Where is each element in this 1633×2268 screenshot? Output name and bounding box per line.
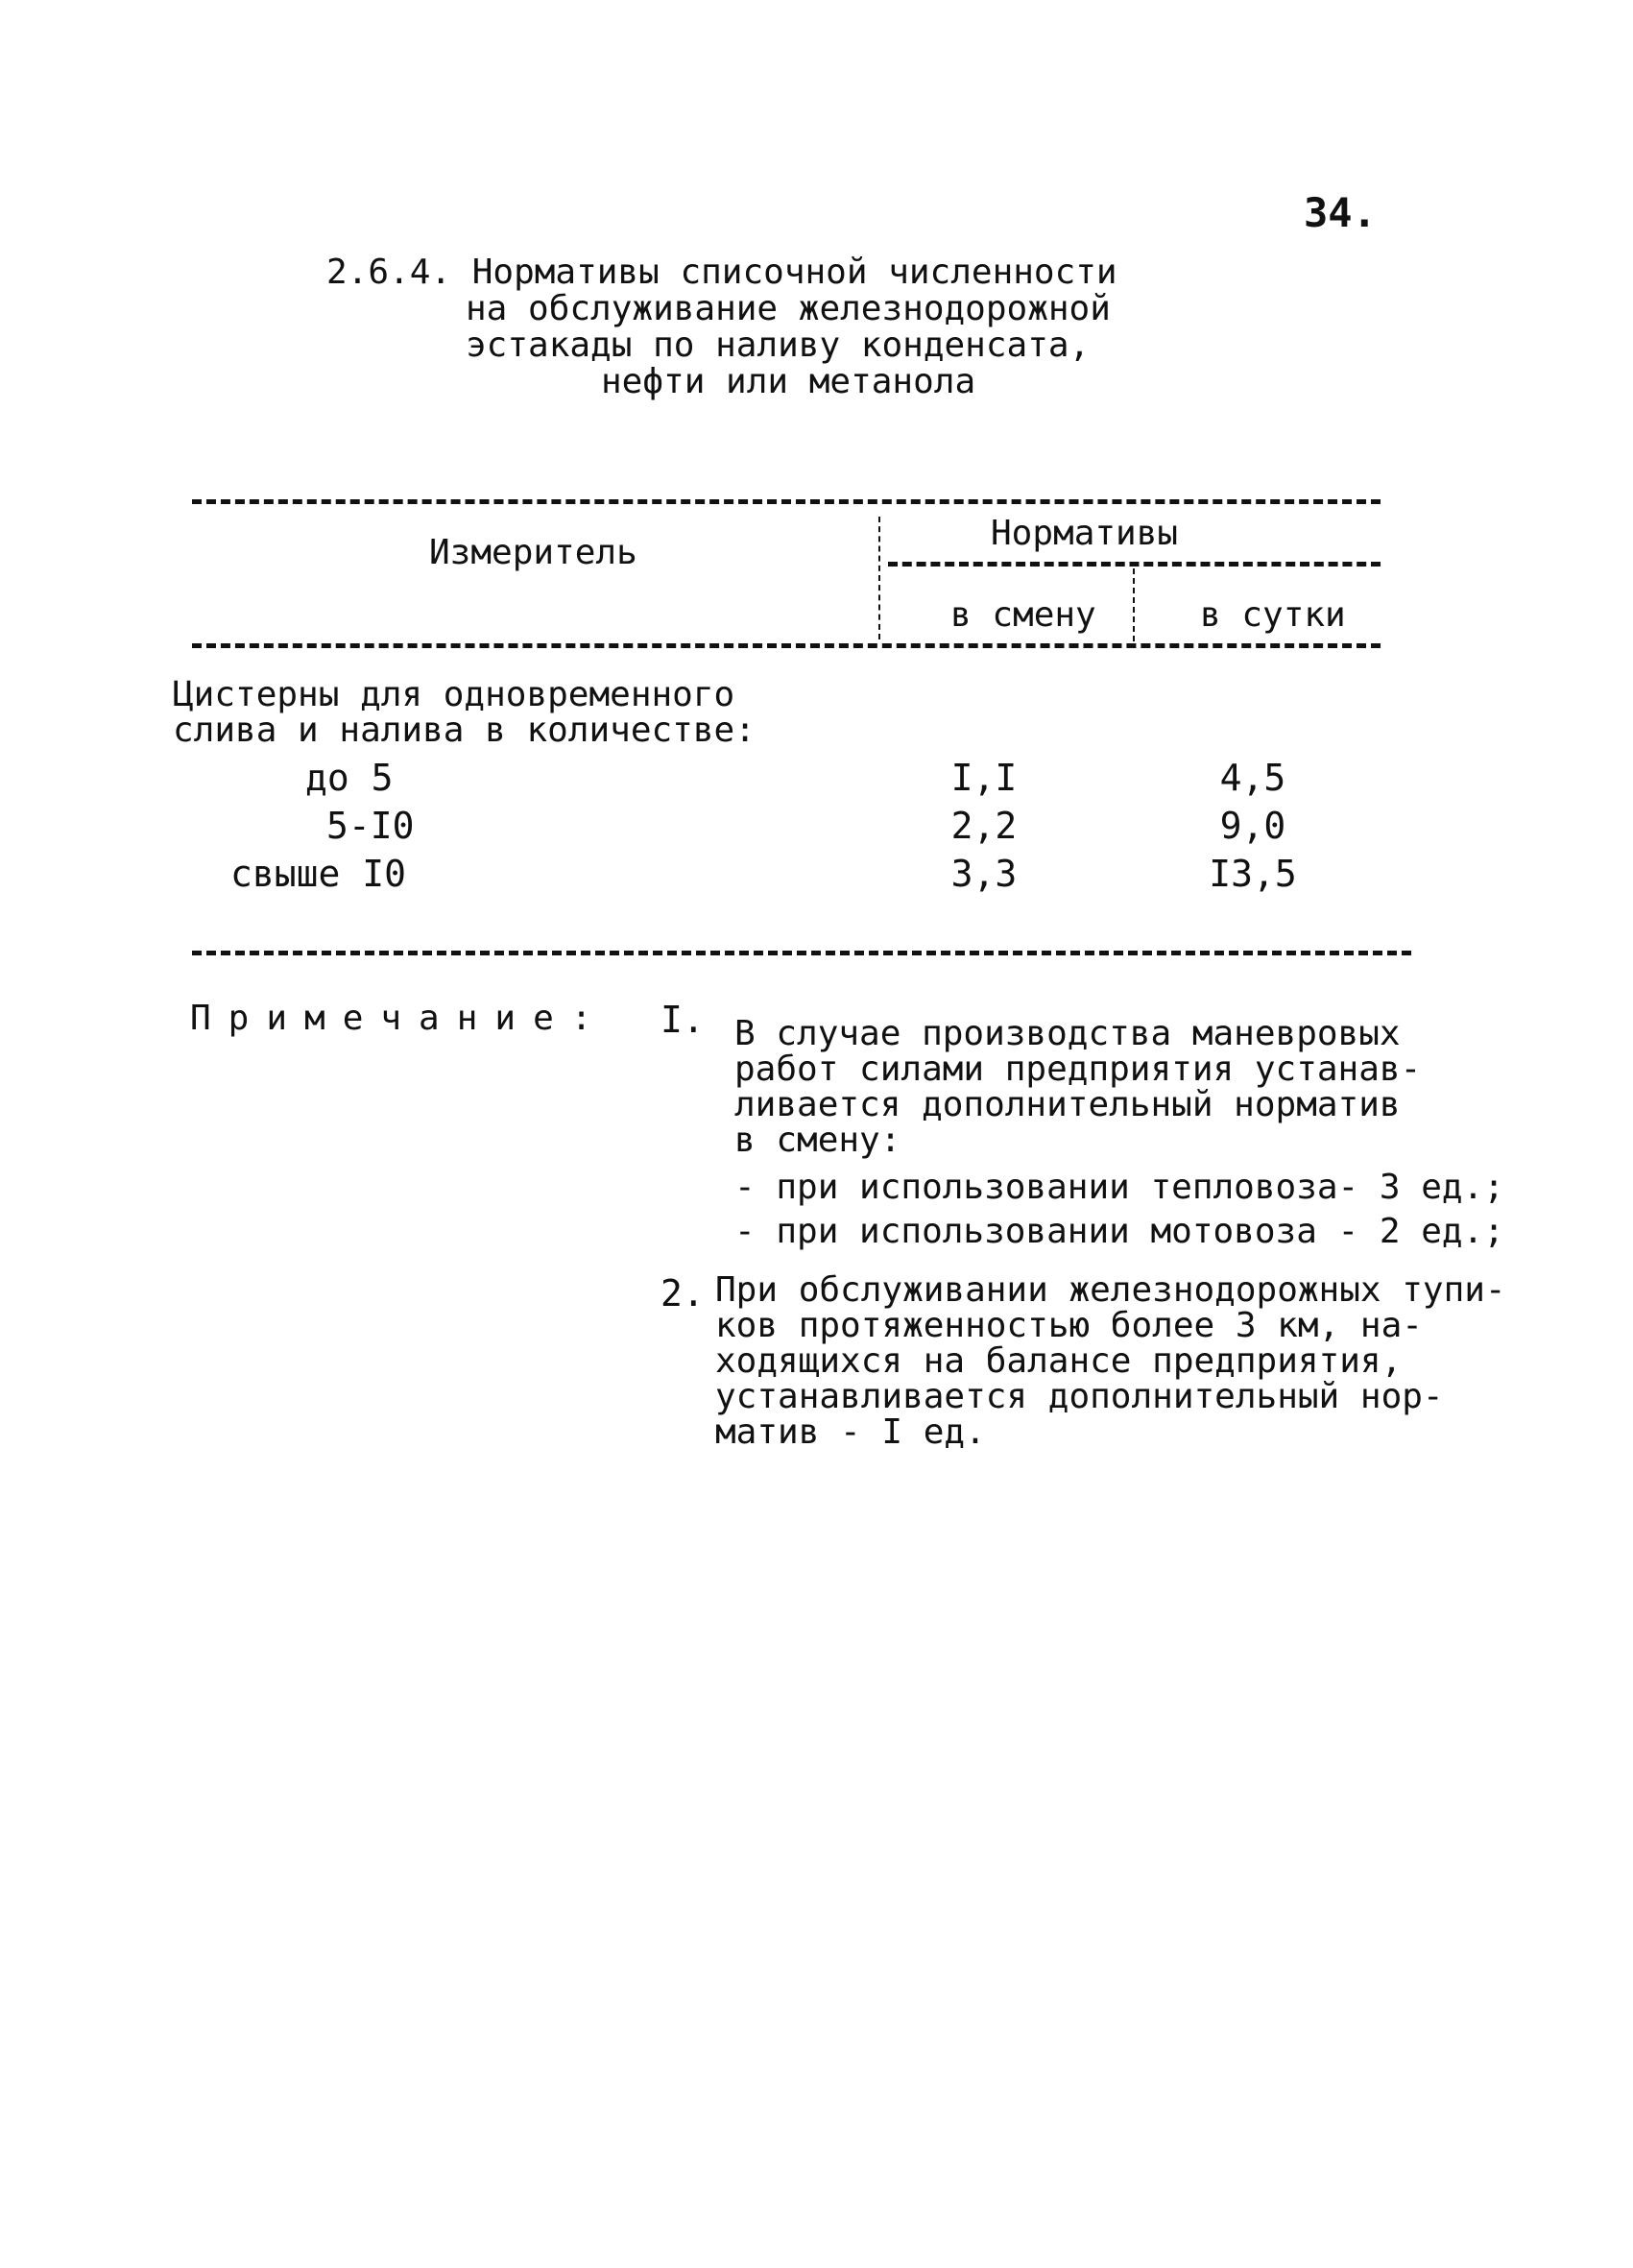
row-label: до 5 [305, 757, 394, 799]
note-bullet: - при использовании тепловоза- 3 ед.; [734, 1168, 1504, 1207]
note-number: 2. [660, 1272, 705, 1315]
header-bottom-rule [192, 643, 1381, 648]
note-line: в смену: [734, 1121, 901, 1160]
header-measure: Измеритель [429, 533, 637, 572]
subcolumn-divider [1133, 568, 1135, 641]
page-number: 34. [1304, 189, 1377, 236]
table-bottom-rule [192, 951, 1411, 955]
title-line: нефти или метанола [601, 362, 976, 401]
note-line: В случае производства маневровых [734, 1014, 1401, 1053]
note-number: I. [660, 999, 705, 1041]
row-label: свыше I0 [230, 853, 407, 895]
row-day-value: I3,5 [1209, 853, 1297, 895]
header-subrule [888, 562, 1381, 567]
note-line: работ силами предприятия устанав- [734, 1050, 1422, 1089]
row-day-value: 4,5 [1219, 757, 1286, 799]
header-norms: Нормативы [991, 514, 1179, 553]
table-top-rule [192, 499, 1381, 504]
header-per-shift: в смену [950, 595, 1096, 635]
note-line: ков протяженностью более 3 км, на- [715, 1306, 1423, 1345]
note-line: При обслуживании железнодорожных тупи- [715, 1270, 1506, 1310]
column-divider [878, 517, 880, 639]
note-line: матив - I ед. [715, 1412, 986, 1452]
title-line: 2.6.4. Нормативы списочной численности [326, 253, 1117, 292]
group-label-line: Цистерны для одновременного [173, 675, 735, 714]
row-label: 5-I0 [326, 805, 415, 847]
notes-label: Примечание: [190, 999, 610, 1038]
note-line: ходящихся на балансе предприятия, [715, 1341, 1403, 1381]
title-line: на обслуживание железнодорожной [466, 289, 1111, 328]
note-bullet: - при использовании мотовоза - 2 ед.; [734, 1212, 1504, 1251]
row-day-value: 9,0 [1219, 805, 1286, 847]
group-label-line: слива и налива в количестве: [173, 711, 756, 750]
note-line: устанавливается дополнительный нор- [715, 1377, 1444, 1416]
row-shift-value: 3,3 [950, 853, 1018, 895]
row-shift-value: 2,2 [950, 805, 1018, 847]
note-line: ливается дополнительный норматив [734, 1085, 1401, 1124]
row-shift-value: I,I [950, 757, 1018, 799]
title-line: эстакады по наливу конденсата, [466, 326, 1091, 365]
header-per-day: в сутки [1200, 595, 1346, 635]
